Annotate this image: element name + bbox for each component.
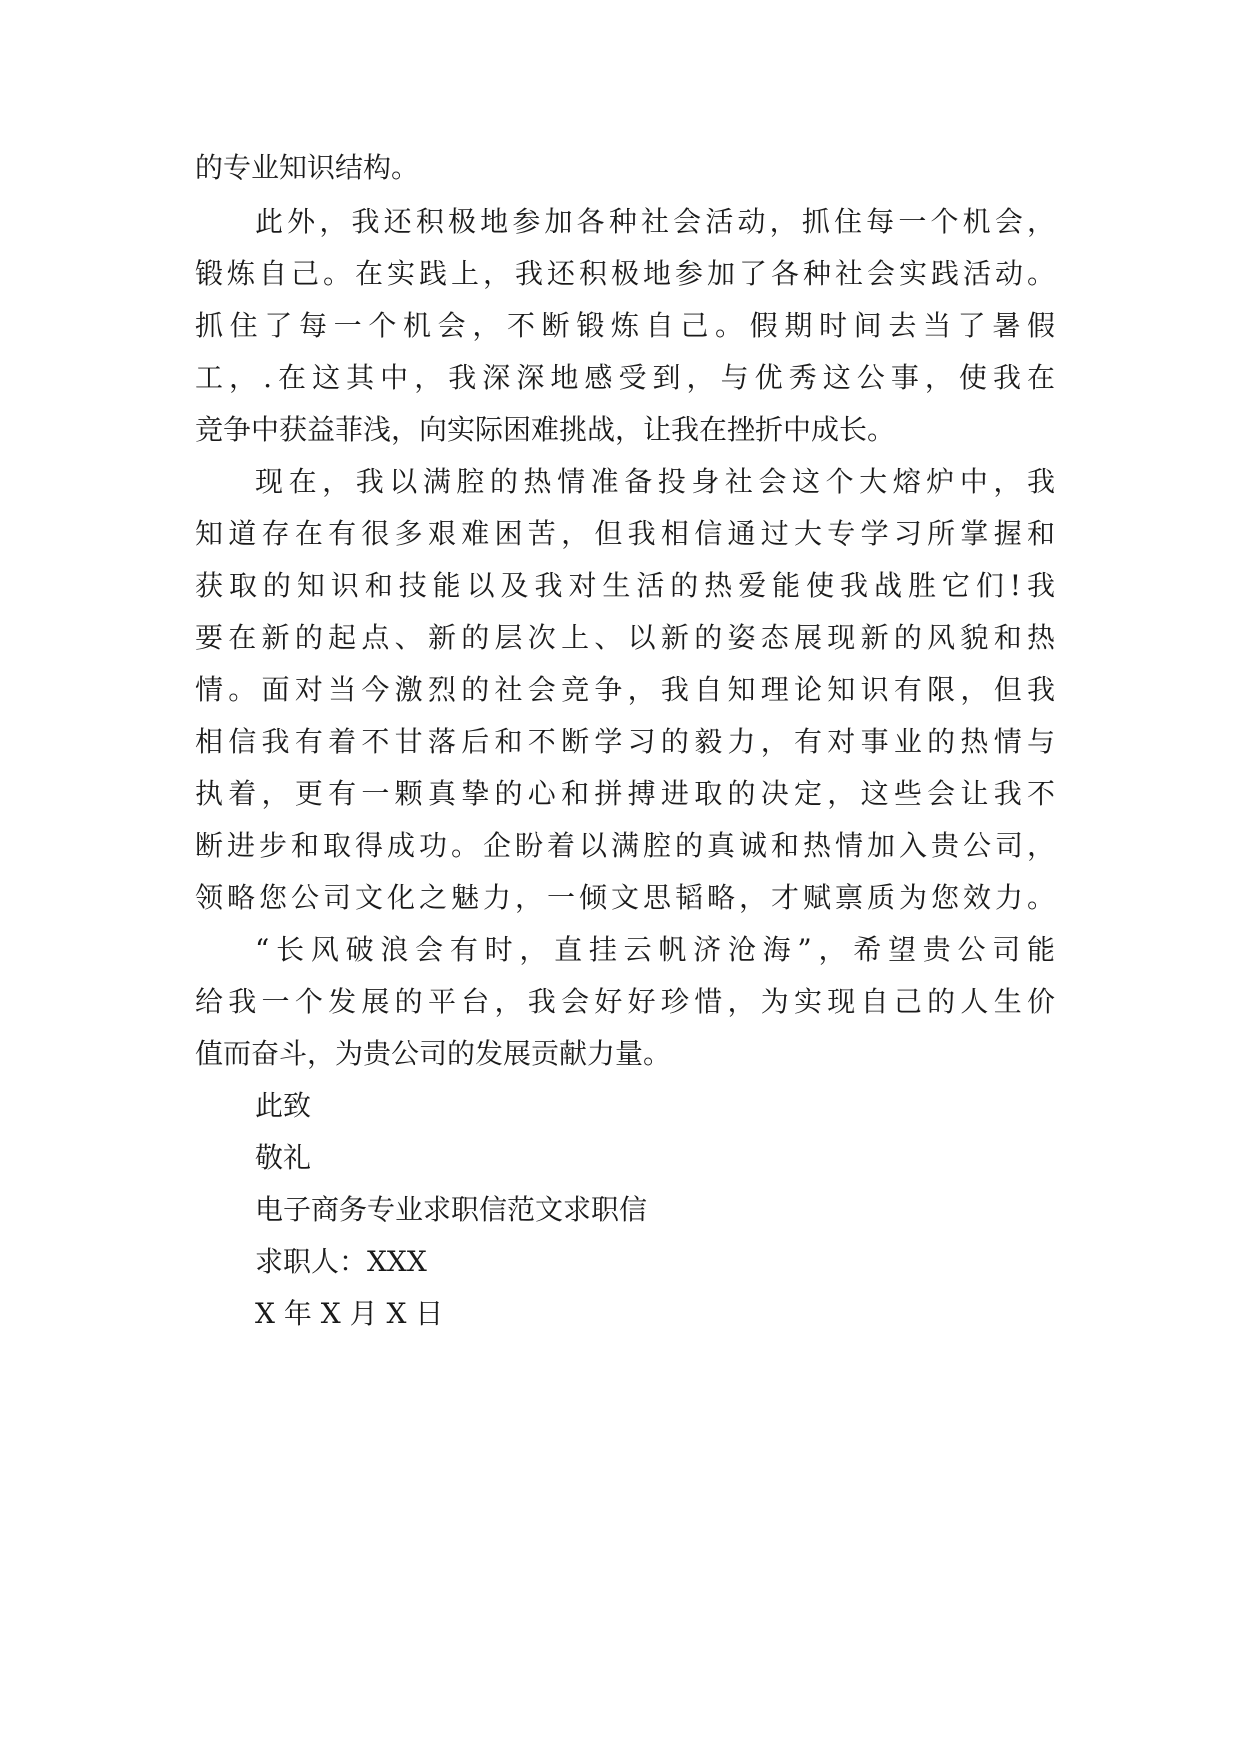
paragraph-line: 知道存在有很多艰难困苦，但我相信通过大专学习所掌握和 [195,517,1055,550]
paragraph-line: “长风破浪会有时，直挂云帆济沧海”，希望贵公司能 [255,933,1055,966]
paragraph-line: 现在，我以满腔的热情准备投身社会这个大熔炉中，我 [255,465,1055,498]
paragraph-line: 相信我有着不甘落后和不断学习的毅力，有对事业的热情与 [195,725,1055,758]
letter-subject: 电子商务专业求职信范文求职信 [255,1193,648,1226]
applicant-signature: 求职人：XXX [255,1245,427,1278]
closing-regards: 敬礼 [255,1141,312,1174]
closing-salutation: 此致 [255,1089,312,1122]
paragraph-line: 断进步和取得成功。企盼着以满腔的真诚和热情加入贵公司， [195,829,1055,862]
letter-date: X 年 X 月 X 日 [255,1297,444,1330]
paragraph-line: 给我一个发展的平台，我会好好珍惜，为实现自己的人生价 [195,985,1055,1018]
paragraph-line: 执着，更有一颗真挚的心和拼搏进取的决定，这些会让我不 [195,777,1055,810]
paragraph-line: 此外，我还积极地参加各种社会活动，抓住每一个机会， [255,205,1055,238]
paragraph-line: 获取的知识和技能以及我对生活的热爱能使我战胜它们!我 [195,569,1055,602]
paragraph-line: 工，.在这其中，我深深地感受到，与优秀这公事，使我在 [195,361,1055,394]
paragraph-line: 值而奋斗，为贵公司的发展贡献力量。 [195,1037,672,1070]
paragraph-line: 锻炼自己。在实践上，我还积极地参加了各种社会实践活动。 [195,257,1055,290]
paragraph-line: 情。面对当今激烈的社会竞争，我自知理论知识有限，但我 [195,673,1055,706]
paragraph-line: 竞争中获益菲浅，向实际困难挑战，让我在挫折中成长。 [195,413,896,446]
paragraph-line: 领略您公司文化之魅力，一倾文思韬略，才赋禀质为您效力。 [195,881,1055,914]
paragraph-line: 的专业知识结构。 [195,151,420,184]
paragraph-line: 要在新的起点、新的层次上、以新的姿态展现新的风貌和热 [195,621,1055,654]
paragraph-line: 抓住了每一个机会，不断锻炼自己。假期时间去当了暑假 [195,309,1055,342]
